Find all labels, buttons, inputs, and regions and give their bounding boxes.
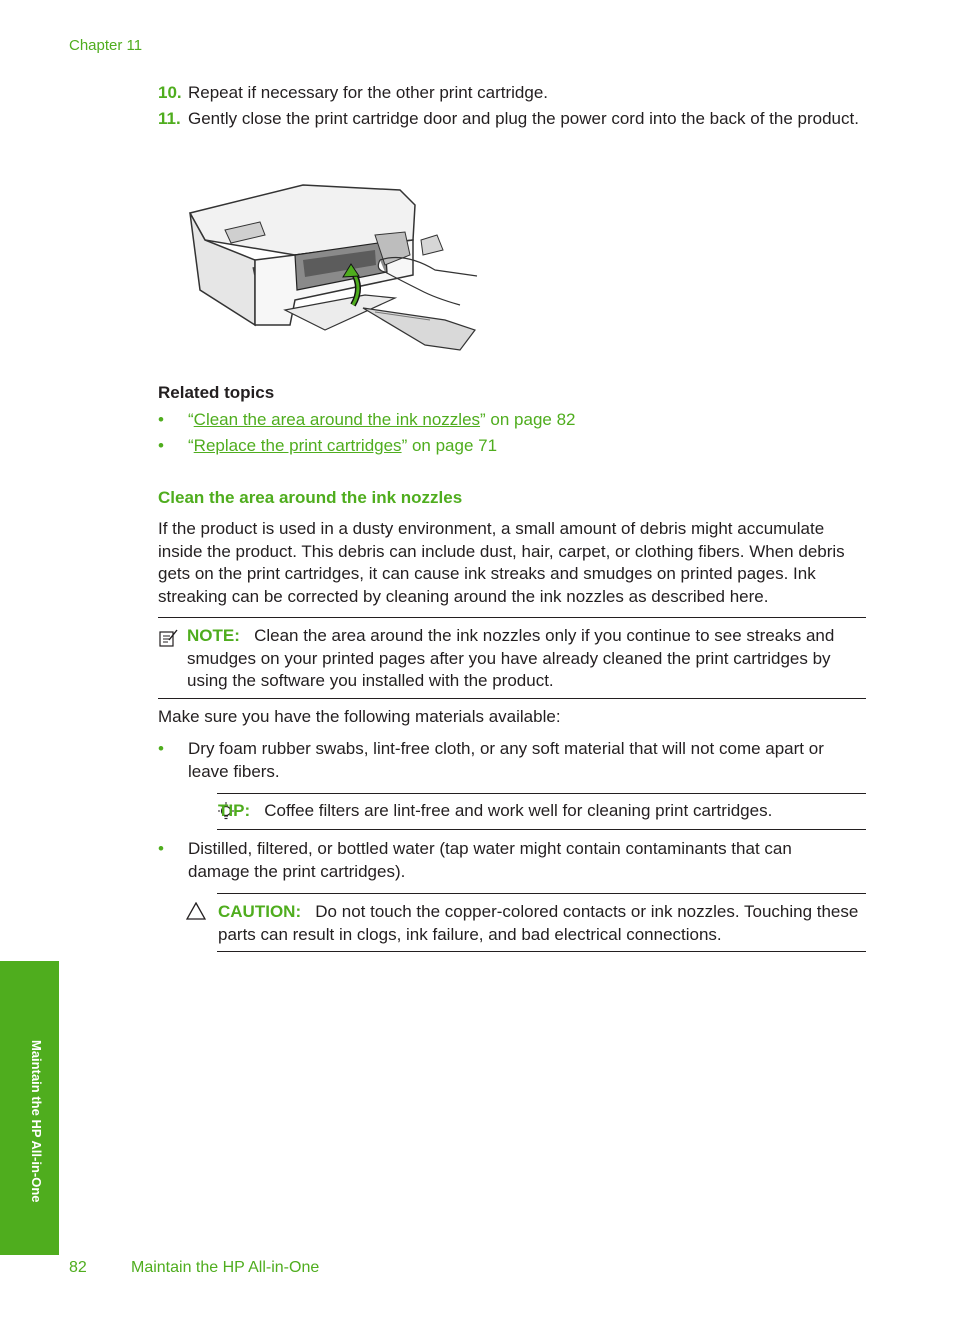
quote-open: “ bbox=[188, 436, 194, 455]
related-item bbox=[158, 436, 858, 458]
step-number: 10. bbox=[158, 83, 182, 102]
page-number: 82 bbox=[69, 1259, 87, 1276]
related-link-suffix: ” on page 71 bbox=[401, 436, 498, 455]
quote-open: “ bbox=[188, 410, 194, 429]
related-item bbox=[158, 410, 858, 432]
step-10 bbox=[158, 82, 858, 104]
note-label: NOTE: bbox=[187, 626, 240, 645]
printer-illustration bbox=[185, 180, 485, 360]
caution-label: CAUTION: bbox=[218, 902, 302, 921]
bullet: • bbox=[158, 739, 164, 758]
section-heading: Clean the area around the ink nozzles bbox=[158, 488, 463, 507]
step-text: Gently close the print cartridge door and plug the power cord into the back of the product. bbox=[188, 109, 859, 128]
caution-box bbox=[217, 893, 866, 952]
step-number: 11. bbox=[158, 109, 181, 128]
related-link-suffix: ” on page 82 bbox=[480, 410, 576, 429]
materials-intro: Make sure you have the following materials available: bbox=[158, 707, 561, 726]
note-text: Clean the area around the ink nozzles only if you continue to see streaks and smudges on your printed pages after you have already cleaned the print cartridges by using the software you installed with the product. bbox=[187, 626, 835, 690]
warning-triangle-icon bbox=[186, 902, 206, 920]
tip-box bbox=[217, 793, 866, 830]
bullet: • bbox=[158, 410, 164, 429]
step-11 bbox=[158, 108, 858, 152]
note-icon bbox=[158, 628, 178, 648]
printer-drawing bbox=[185, 180, 485, 355]
materials-item bbox=[158, 738, 868, 782]
footer-title: Maintain the HP All-in-One bbox=[131, 1259, 320, 1276]
materials-item-text: Distilled, filtered, or bottled water (tap water might contain contaminants that can damage the print cartridges). bbox=[188, 839, 792, 881]
related-link-clean-nozzles[interactable]: Clean the area around the ink nozzles bbox=[193, 410, 481, 429]
side-tab-label: Maintain the HP All-in-One bbox=[29, 1040, 44, 1203]
section-paragraph: If the product is used in a dusty environment, a small amount of debris might accumulate inside the product. This debris can include dust, hair, carpet, or clothing fibers. When debris gets on the print cartridges, it can cause ink streaks and smudges on printed pages. Ink streaking can be corrected by cleaning around the ink nozzles as described here. bbox=[158, 519, 845, 606]
tip-text: Coffee filters are lint-free and work well for cleaning print cartridges. bbox=[264, 801, 773, 820]
materials-item-text: Dry foam rubber swabs, lint-free cloth, or any soft material that will not come apart or leave fibers. bbox=[188, 739, 824, 781]
related-topics-title: Related topics bbox=[158, 383, 275, 402]
bullet: • bbox=[158, 839, 164, 858]
caution-text: Do not touch the copper-colored contacts or ink nozzles. Touching these parts can result in clogs, ink failure, and bad electrical connections. bbox=[218, 902, 859, 944]
bullet: • bbox=[158, 436, 164, 455]
chapter-header: Chapter 11 bbox=[69, 37, 143, 54]
step-text: Repeat if necessary for the other print cartridge. bbox=[188, 83, 549, 102]
related-link-replace-cartridges[interactable]: Replace the print cartridges bbox=[193, 436, 402, 455]
note-box bbox=[158, 617, 866, 699]
tip-label: TIP: bbox=[218, 801, 251, 820]
materials-item bbox=[158, 838, 868, 882]
